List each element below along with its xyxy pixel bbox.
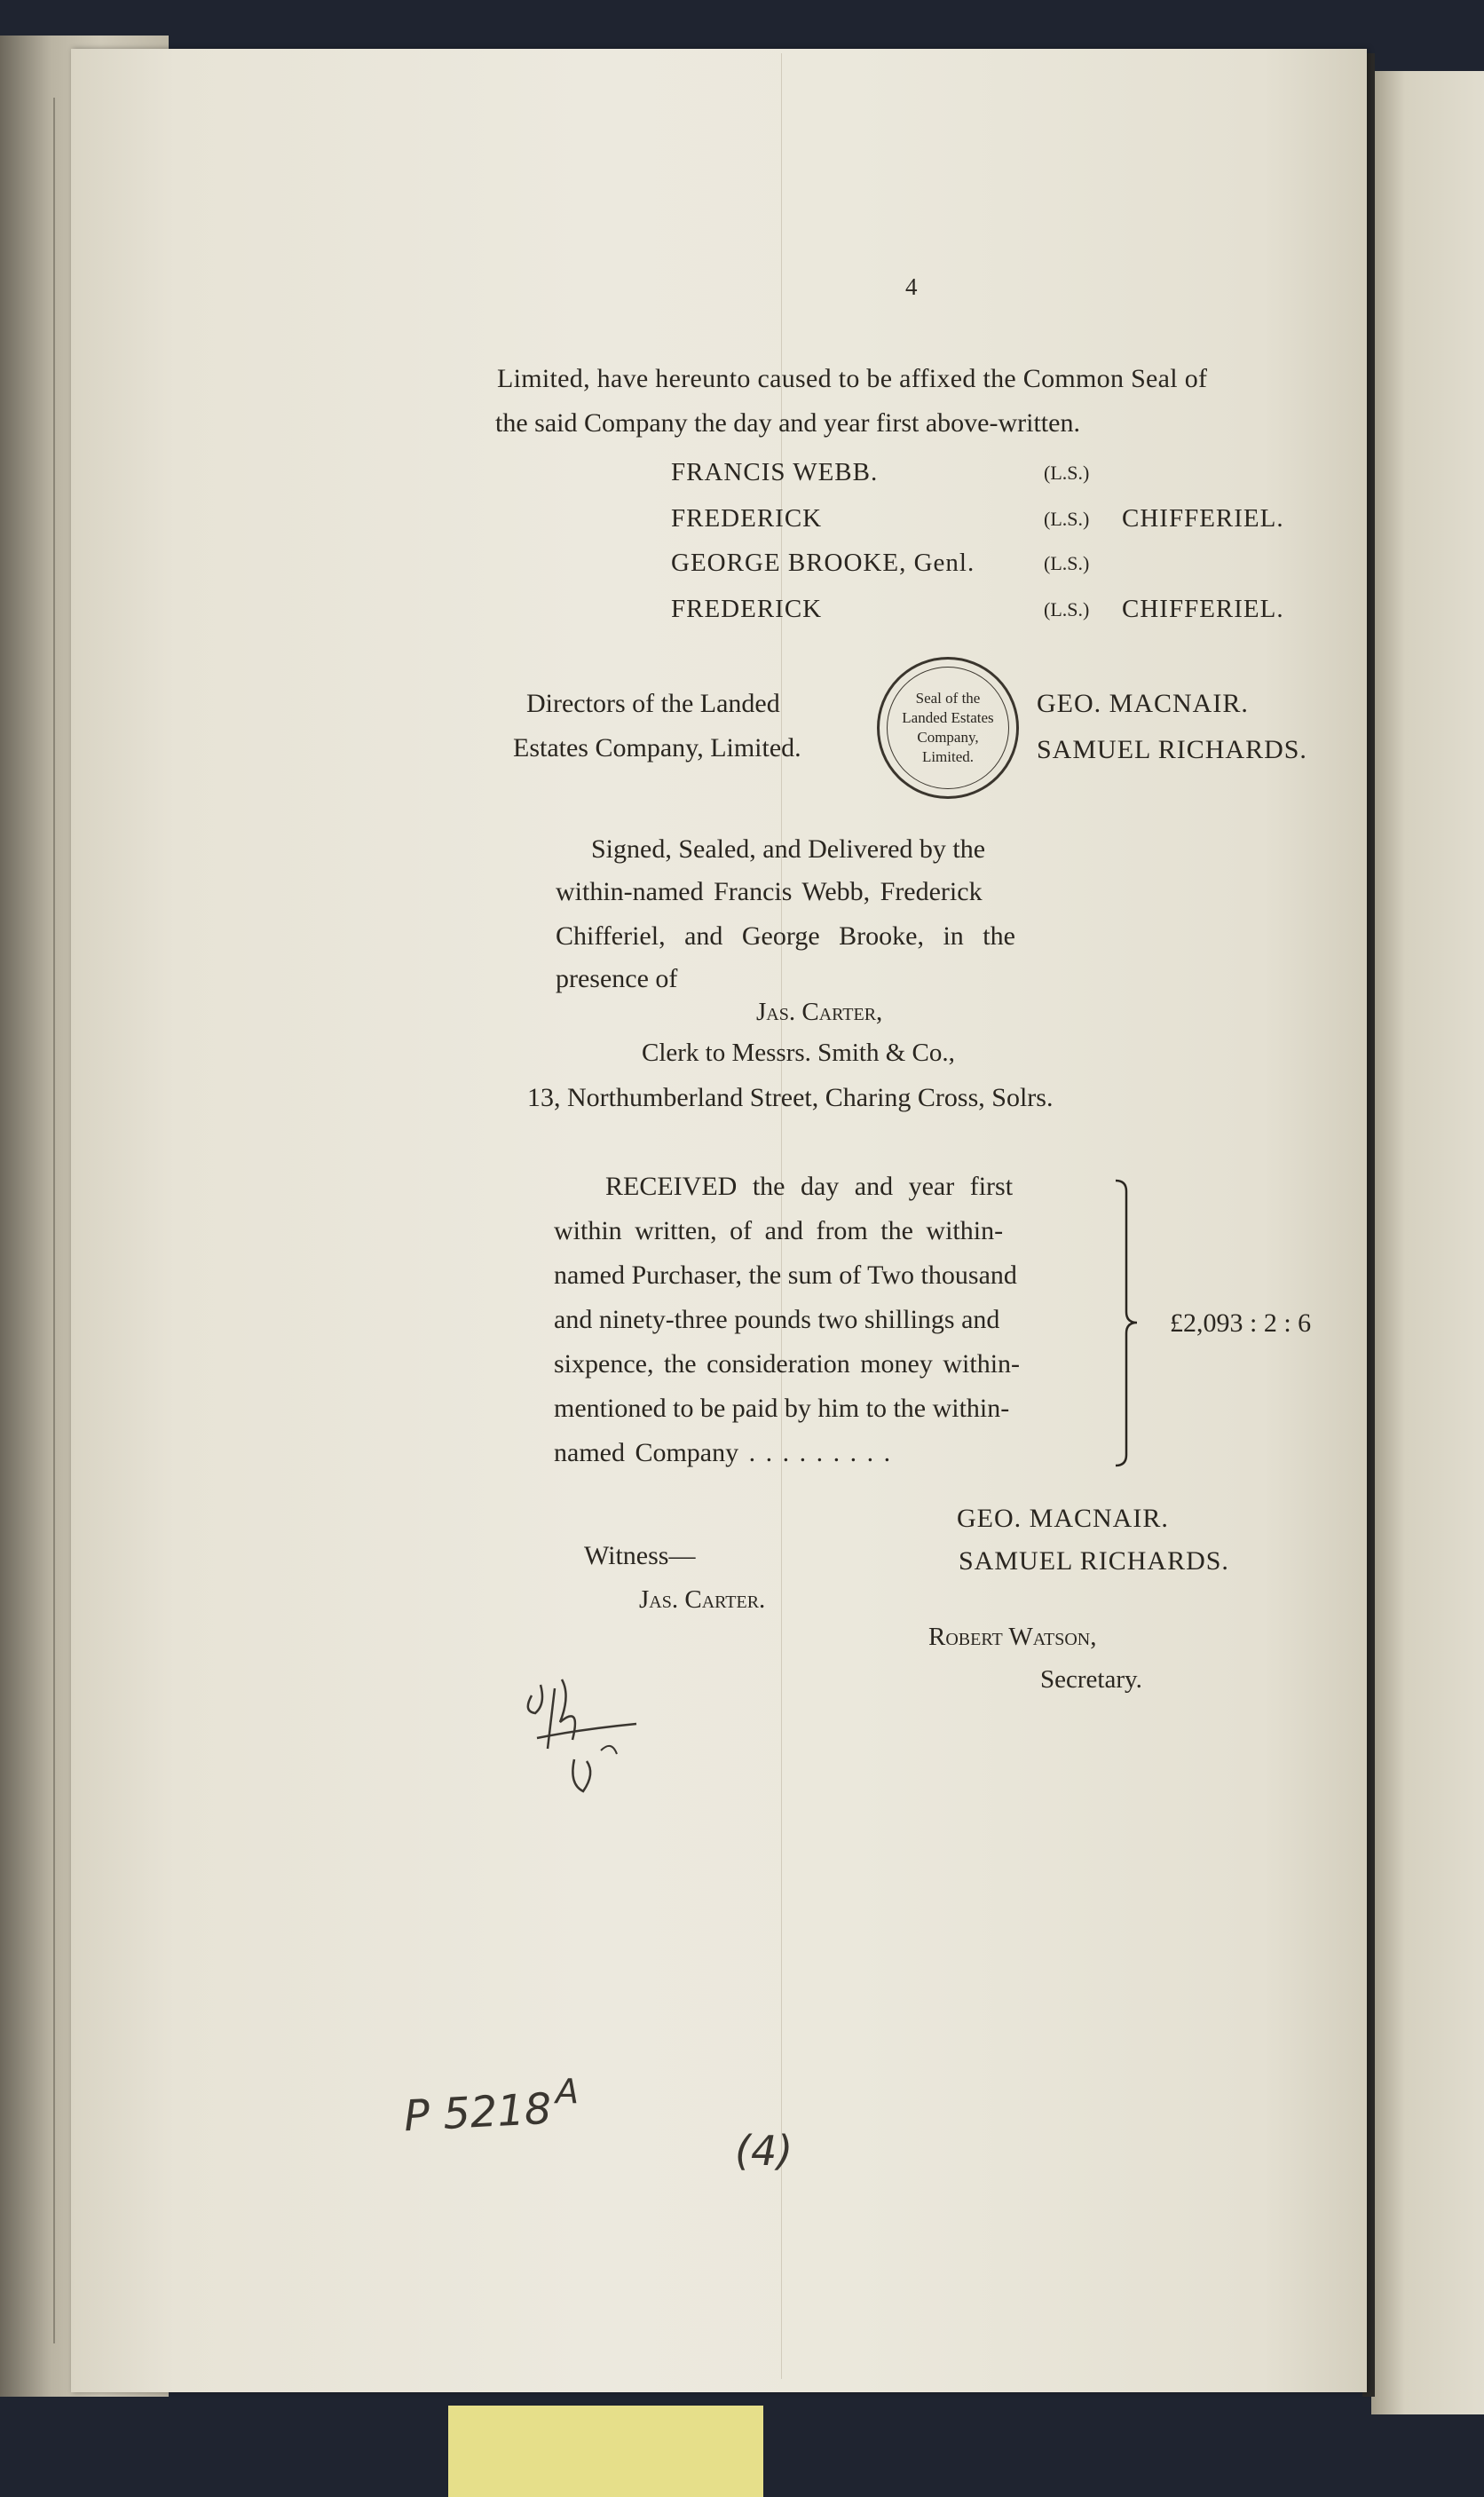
signatory-surname: CHIFFERIEL. [1122,595,1284,623]
signatory-name: FREDERICK [671,504,823,533]
witness-name: Jas. Carter, [756,998,883,1026]
company-seal [877,657,1019,799]
witness-label: Witness— [584,1541,696,1570]
directors-line-2: Estates Company, Limited. [513,733,801,763]
closing-signer: SAMUEL RICHARDS. [959,1546,1229,1576]
attestation-line-4: presence of [556,964,678,993]
seal-text: Seal of the Landed Estates Company, Limited. [902,690,994,765]
receipt-line: named Company . . . . . . . . . [554,1438,891,1467]
page-number: 4 [905,273,918,300]
seal-mark: (L.S.) [1044,508,1090,530]
handwritten-page-mark: (4) [735,2127,793,2175]
closing-witness-name: Jas. Carter. [639,1585,766,1614]
director-name: GEO. MACNAIR. [1037,689,1249,718]
signatory-surname: CHIFFERIEL. [1122,504,1284,533]
receipt-line: within written, of and from the within- [554,1216,1004,1245]
closing-signer: GEO. MACNAIR. [957,1504,1169,1533]
seal-mark: (L.S.) [1044,598,1090,620]
attestation-line-2: within-named Francis Webb, Frederick [556,877,983,906]
attestation-line-3: Chifferiel, and George Brooke, in the [556,921,1015,951]
witness-address: 13, Northumberland Street, Charing Cross, Solrs. [527,1083,1054,1112]
handwritten-initials [519,1669,643,1802]
facing-page-edge [1371,71,1484,2414]
handwritten-reference-suffix: A [556,2072,579,2111]
receipt-line: sixpence, the consideration money within- [554,1349,1021,1379]
attestation-line-1: Signed, Sealed, and Delivered by the [591,834,986,864]
signatory-name: FREDERICK [671,595,823,623]
opening-line-2: the said Company the day and year first above-written. [495,408,1080,438]
receipt-amount: £2,093 : 2 : 6 [1170,1308,1312,1338]
director-name: SAMUEL RICHARDS. [1037,735,1307,764]
signatory-name: FRANCIS WEBB. [671,458,879,486]
receipt-line: and ninety-three pounds two shillings and [554,1305,1000,1334]
directors-line-1: Directors of the Landed [526,689,780,718]
handwritten-reference: P 5218 [402,2083,553,2142]
signatory-name: GEORGE BROOKE, Genl. [671,549,975,577]
paper-tab [448,2406,763,2497]
receipt-line: named Purchaser, the sum of Two thousand [554,1260,1017,1290]
secretary-title: Secretary. [1040,1665,1142,1694]
receipt-line: mentioned to be paid by him to the within- [554,1394,1010,1423]
opening-line-1: Limited, have hereunto caused to be affixed the Common Seal of [497,364,1208,393]
seal-mark: (L.S.) [1044,552,1090,574]
secretary-name: Robert Watson, [928,1623,1097,1651]
right-brace [1114,1179,1139,1467]
seal-mark: (L.S.) [1044,462,1090,484]
receipt-line: RECEIVED the day and year first [605,1172,1014,1201]
witness-role: Clerk to Messrs. Smith & Co., [642,1039,955,1067]
